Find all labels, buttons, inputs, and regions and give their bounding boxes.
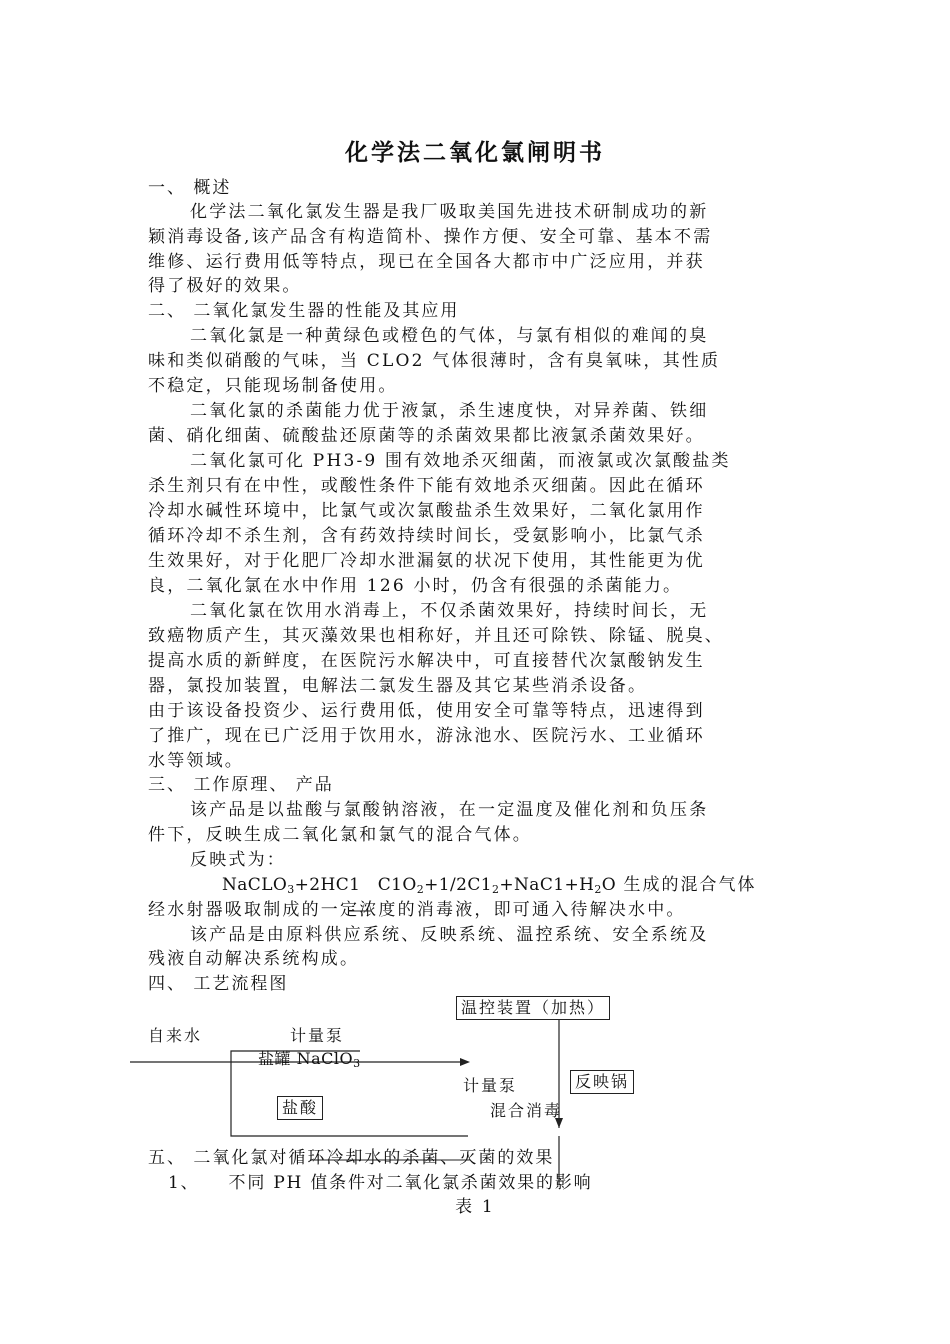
paragraph-line: 二氧化氯是一种黄绿色或橙色的气体，与氯有相似的难闻的臭 xyxy=(190,326,709,346)
paragraph-line: 杀生剂只有在中性，或酸性条件下能有效地杀灭细菌。因此在循环 xyxy=(148,476,705,496)
paragraph-line: 二氧化氯可化 PH3-9 围有效地杀灭细菌，而液氯或次氯酸盐类 xyxy=(190,451,731,471)
paragraph-line: 得了极好的效果。 xyxy=(148,276,302,296)
paragraph-line: 味和类似硝酸的气味，当 CLO2 气体很薄时，含有臭氧味，其性质 xyxy=(148,351,721,371)
paragraph-line: 了推广，现在已广泛用于饮用水，游泳池水、医院污水、工业循环 xyxy=(148,726,705,746)
reaction-equation: NaCLO$_3$+2HC1 $C1O_2+1/2C1_2+NaC1+H_2O$ 生成的混合气体 xyxy=(222,875,757,896)
paragraph-line: 二氧化氯的杀菌能力优于液氯，杀生速度快，对异养菌、铁细 xyxy=(190,401,709,421)
list-item: 1、 不同 PH 值条件对二氧化氯杀菌效果的影响 xyxy=(168,1173,593,1193)
paragraph-line: 颖消毒设备,该产品含有构造简朴、操作方便、安全可靠、基本不需 xyxy=(148,227,713,247)
paragraph-line: 致癌物质产生，其灭藻效果也相称好，并且还可除铁、除锰、脱臭、 xyxy=(148,626,724,646)
hydrochloric-acid-box: 盐酸 xyxy=(277,1096,323,1120)
paragraph-line: 水等领域。 xyxy=(148,751,244,771)
paragraph-line: 该产品是以盐酸与氯酸钠溶液，在一定温度及催化剂和负压条 xyxy=(190,800,709,820)
paragraph-line: 冷却水碱性环境中，比氯气或次氯酸盐杀生效果好，二氧化氯用作 xyxy=(148,501,705,521)
section-heading-performance: 二、 二氧化氯发生器的性能及其应用 xyxy=(148,301,460,321)
mixed-disinfection-label: 混合消毒 xyxy=(490,1101,563,1120)
metering-pump-label: 计量泵 xyxy=(290,1026,345,1045)
section-heading-flow: 四、 工艺流程图 xyxy=(148,974,289,994)
section-heading-effect: 五、 二氧化氯对循环冷却水的杀菌、灭菌的效果 xyxy=(148,1148,555,1168)
paragraph-line: 二氧化氯在饮用水消毒上，不仅杀菌效果好，持续时间长，无 xyxy=(190,601,709,621)
paragraph-line: 经水射器吸取制成的一定浓度的消毒液，即可通入待解决水中。 xyxy=(148,900,686,920)
paragraph-line: 维修、运行费用低等特点，现已在全国各大都市中广泛应用，并获 xyxy=(148,252,705,272)
paragraph-line: 不稳定，只能现场制备使用。 xyxy=(148,376,398,396)
reactor-box: 反映锅 xyxy=(570,1070,634,1094)
paragraph-line: 该产品是由原料供应系统、反映系统、温控系统、安全系统及 xyxy=(190,925,709,945)
table-caption: 表 1 xyxy=(455,1197,495,1217)
paragraph-line: 由于该设备投资少、运行费用低，使用安全可靠等特点，迅速得到 xyxy=(148,701,705,721)
paragraph-line: 残液自动解决系统构成。 xyxy=(148,949,360,969)
metering-pump-label: 计量泵 xyxy=(463,1076,518,1095)
paragraph-line: 循环冷却不杀生剂，含有药效持续时间长，受氨影响小，比氯气杀 xyxy=(148,526,705,546)
paragraph-line: 件下，反映生成二氧化氯和氯气的混合气体。 xyxy=(148,825,532,845)
section-heading-overview: 一、 概述 xyxy=(148,178,232,198)
paragraph-line: 提高水质的新鲜度，在医院污水解决中，可直接替代次氯酸钠发生 xyxy=(148,651,705,671)
paragraph-line: 良，二氧化氯在水中作用 126 小时，仍含有很强的杀菌能力。 xyxy=(148,576,683,596)
paragraph-line: 菌、硝化细菌、硫酸盐还原菌等的杀菌效果都比液氯杀菌效果好。 xyxy=(148,426,705,446)
tap-water-label: 自来水 xyxy=(148,1026,203,1045)
section-heading-principle: 三、 工作原理、 产品 xyxy=(148,775,334,795)
paragraph-line: 化学法二氧化氯发生器是我厂吸取美国先进技术研制成功的新 xyxy=(190,202,709,222)
equation-label: 反映式为： xyxy=(190,850,286,870)
tank-label: 盐罐 NaClO$_3$ xyxy=(258,1049,361,1070)
page-title: 化学法二氧化氯闸明书 xyxy=(345,139,605,166)
paragraph-line: 生效果好，对于化肥厂冷却水泄漏氨的状况下使用，其性能更为优 xyxy=(148,551,705,571)
temperature-control-box: 温控装置（加热） xyxy=(456,996,610,1020)
paragraph-line: 器，氯投加装置，电解法二氯发生器及其它某些消杀设备。 xyxy=(148,676,648,696)
